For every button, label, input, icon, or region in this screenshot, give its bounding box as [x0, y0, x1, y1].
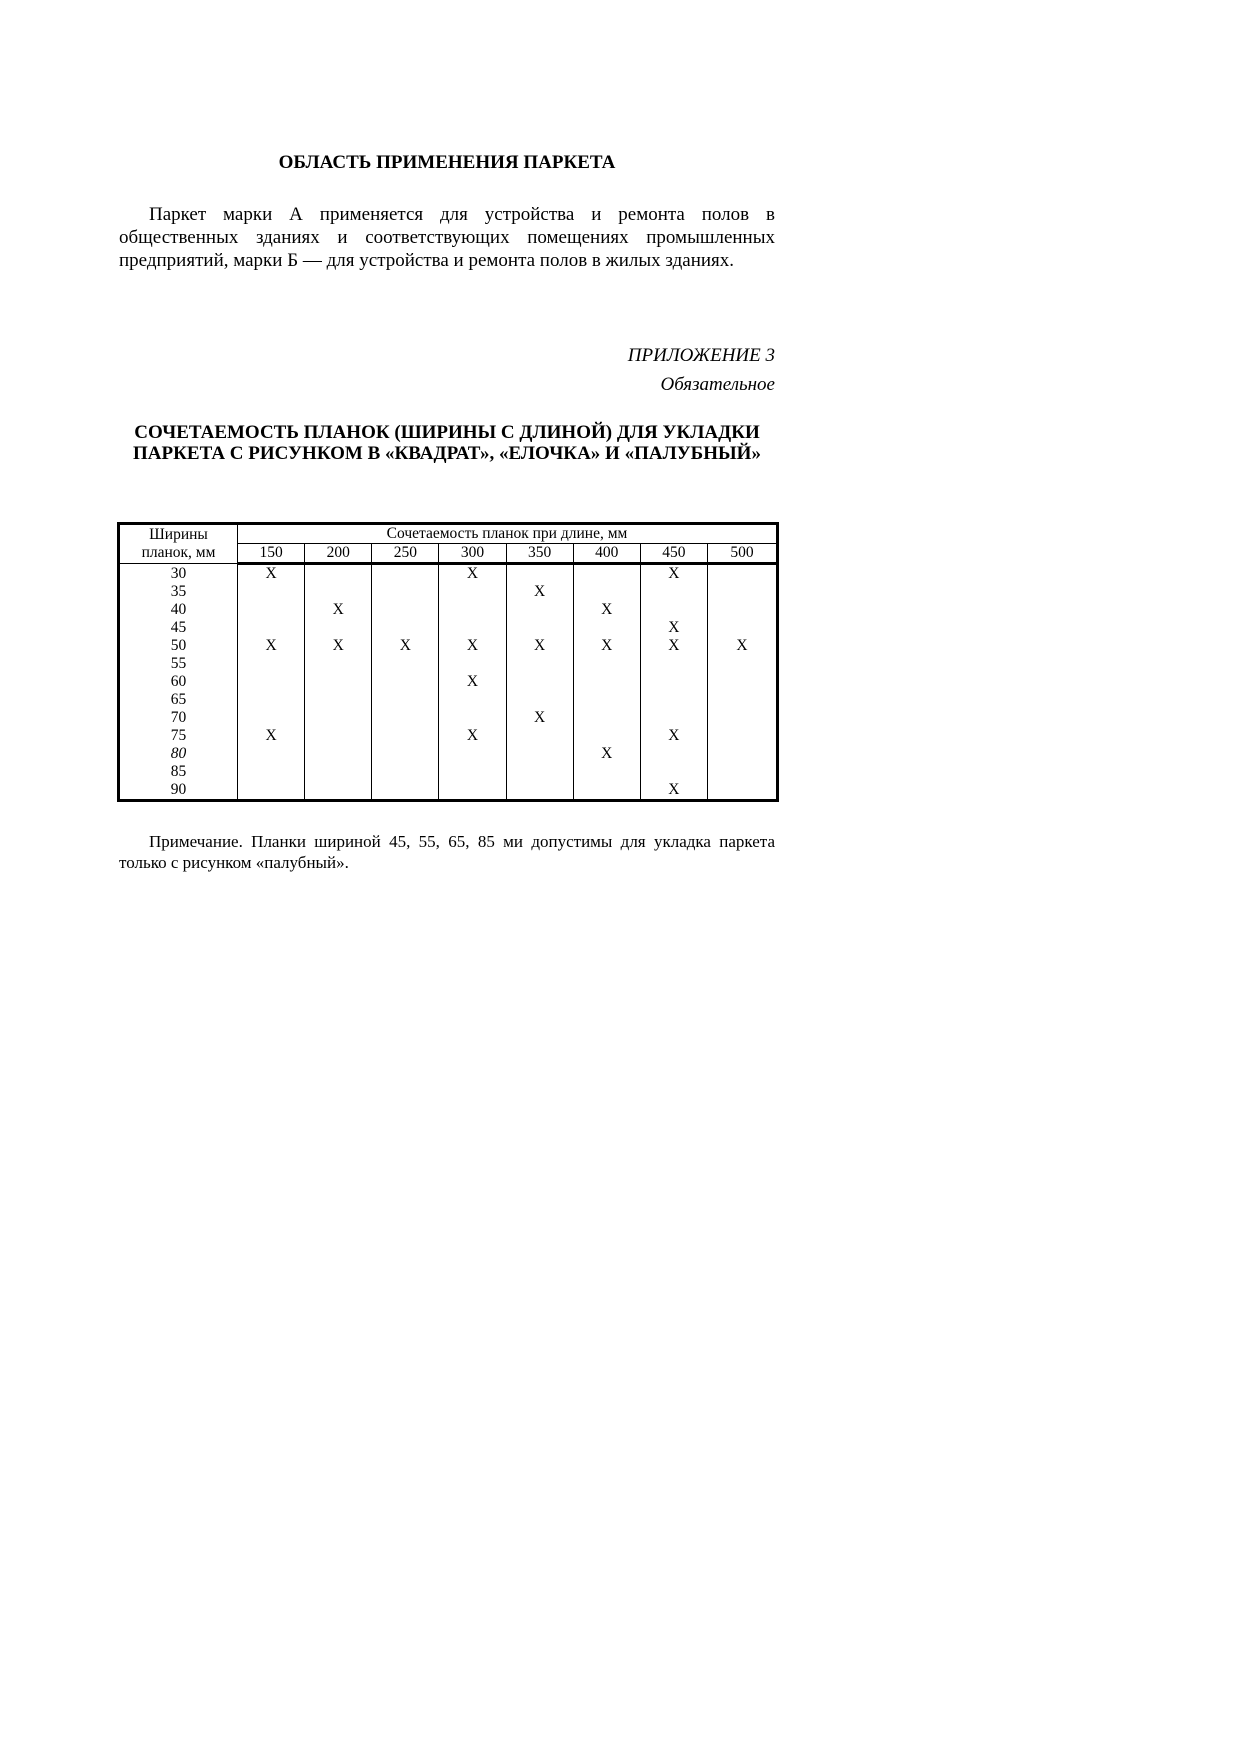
compat-cell — [305, 583, 372, 601]
compat-cell — [372, 727, 439, 745]
compat-cell — [707, 763, 777, 781]
compat-cell: X — [439, 727, 506, 745]
compat-cell — [707, 691, 777, 709]
compat-cell — [439, 709, 506, 727]
compat-cell — [640, 655, 707, 673]
compat-cell — [372, 691, 439, 709]
compat-cell — [573, 763, 640, 781]
compat-cell: X — [573, 745, 640, 763]
length-header: 300 — [439, 544, 506, 564]
compat-cell — [640, 709, 707, 727]
compat-cell: X — [640, 727, 707, 745]
compat-cell — [439, 601, 506, 619]
body-paragraph: Паркет марки А применяется для устройства и ремонта полов в общественных зданиях и соответствующих помещениях промышленных предприятий, марки Б — для устройства и ремонта полов в жилых зданиях. — [119, 204, 775, 271]
compat-cell: X — [640, 564, 707, 584]
compat-cell — [305, 763, 372, 781]
width-cell: 55 — [119, 655, 238, 673]
compat-cell — [439, 763, 506, 781]
compat-cell: X — [573, 637, 640, 655]
compat-cell — [238, 709, 305, 727]
compat-cell — [573, 781, 640, 801]
compat-cell — [573, 709, 640, 727]
width-cell: 35 — [119, 583, 238, 601]
compat-cell — [372, 619, 439, 637]
table-row — [119, 763, 778, 781]
compat-cell — [506, 655, 573, 673]
table-row — [119, 619, 778, 637]
compat-cell — [305, 709, 372, 727]
length-header: 150 — [238, 544, 305, 564]
compat-cell — [439, 781, 506, 801]
compat-cell — [305, 564, 372, 584]
length-header: 350 — [506, 544, 573, 564]
table-row — [119, 601, 778, 619]
compat-cell: X — [707, 637, 777, 655]
compat-cell: X — [506, 637, 573, 655]
compat-cell — [305, 655, 372, 673]
compat-cell — [707, 745, 777, 763]
compat-cell — [372, 673, 439, 691]
section-title: ОБЛАСТЬ ПРИМЕНЕНИЯ ПАРКЕТА — [278, 152, 616, 173]
compat-cell — [372, 709, 439, 727]
note: Примечание. Планки шириной 45, 55, 65, 85 ми допустимы для укладка паркета только с рисунком «палубный». — [119, 832, 775, 872]
width-cell: 70 — [119, 709, 238, 727]
compat-cell — [573, 564, 640, 584]
compat-cell — [506, 781, 573, 801]
compat-cell — [506, 601, 573, 619]
compat-cell — [707, 709, 777, 727]
width-cell: 65 — [119, 691, 238, 709]
compat-cell — [707, 619, 777, 637]
compat-cell — [506, 727, 573, 745]
compat-cell — [707, 601, 777, 619]
table-row — [119, 781, 778, 801]
compat-cell: X — [305, 601, 372, 619]
compat-cell: X — [238, 564, 305, 584]
compat-cell — [640, 763, 707, 781]
compat-cell — [238, 691, 305, 709]
table-title: СОЧЕТАЕМОСТЬ ПЛАНОК (ШИРИНЫ С ДЛИНОЙ) ДЛЯ УКЛАДКИ ПАРКЕТА С РИСУНКОМ В «КВАДРАТ», «ЕЛОЧКА» И «ПАЛУБНЫЙ» — [133, 422, 761, 464]
table-row — [119, 583, 778, 601]
compat-cell — [573, 619, 640, 637]
compat-cell — [573, 673, 640, 691]
compat-cell: X — [439, 673, 506, 691]
compat-cell — [372, 564, 439, 584]
compat-cell — [372, 745, 439, 763]
compat-cell: X — [640, 637, 707, 655]
compat-cell — [573, 655, 640, 673]
compat-cell — [640, 601, 707, 619]
compat-cell — [707, 583, 777, 601]
compat-cell: X — [640, 619, 707, 637]
compat-cell — [573, 727, 640, 745]
table-row — [119, 673, 778, 691]
compat-cell: X — [238, 727, 305, 745]
obligatory-label: Обязательное — [660, 374, 775, 395]
compat-cell — [305, 691, 372, 709]
compat-cell — [506, 691, 573, 709]
compat-cell — [305, 727, 372, 745]
compat-cell: X — [439, 637, 506, 655]
length-header: 400 — [573, 544, 640, 564]
compatibility-table — [117, 522, 779, 802]
length-header: 200 — [305, 544, 372, 564]
width-cell: 45 — [119, 619, 238, 637]
width-cell: 90 — [119, 781, 238, 801]
width-cell: 85 — [119, 763, 238, 781]
compat-cell — [238, 583, 305, 601]
width-cell: 60 — [119, 673, 238, 691]
compat-cell — [372, 763, 439, 781]
compat-cell: X — [506, 583, 573, 601]
compat-cell — [506, 745, 573, 763]
compat-cell — [707, 655, 777, 673]
table-row — [119, 691, 778, 709]
compat-cell — [238, 673, 305, 691]
compat-cell — [640, 673, 707, 691]
length-header: 250 — [372, 544, 439, 564]
compat-cell: X — [640, 781, 707, 801]
compat-cell — [573, 583, 640, 601]
length-header: 450 — [640, 544, 707, 564]
table-row — [119, 655, 778, 673]
compat-cell — [707, 564, 777, 584]
compat-cell — [640, 691, 707, 709]
table-row — [119, 564, 778, 584]
compat-cell: X — [439, 564, 506, 584]
compat-cell — [439, 691, 506, 709]
compat-cell — [439, 619, 506, 637]
compat-cell — [238, 601, 305, 619]
appendix-label: ПРИЛОЖЕНИЕ 3 — [627, 345, 775, 366]
width-cell: 50 — [119, 637, 238, 655]
compat-cell — [506, 619, 573, 637]
compat-cell — [305, 673, 372, 691]
table-row — [119, 709, 778, 727]
compat-cell — [439, 583, 506, 601]
width-cell: 75 — [119, 727, 238, 745]
compat-cell: X — [573, 601, 640, 619]
width-cell: 80 — [119, 745, 238, 763]
compat-cell — [506, 673, 573, 691]
compat-cell — [238, 763, 305, 781]
compat-cell — [439, 745, 506, 763]
compat-cell — [640, 583, 707, 601]
length-header: 500 — [707, 544, 777, 564]
width-header: Ширины планок, мм — [119, 524, 238, 564]
compat-cell — [707, 673, 777, 691]
compat-cell — [707, 727, 777, 745]
width-cell: 40 — [119, 601, 238, 619]
compat-cell — [238, 745, 305, 763]
table-row — [119, 745, 778, 763]
table-row — [119, 637, 778, 655]
compat-cell — [640, 745, 707, 763]
compat-cell — [305, 619, 372, 637]
compat-cell — [707, 781, 777, 801]
compat-cell — [238, 655, 305, 673]
compat-cell: X — [305, 637, 372, 655]
compat-cell — [238, 619, 305, 637]
compat-cell — [573, 691, 640, 709]
compat-cell — [506, 763, 573, 781]
compat-cell — [372, 781, 439, 801]
width-cell: 30 — [119, 564, 238, 584]
compat-cell — [238, 781, 305, 801]
compat-cell — [372, 601, 439, 619]
length-group-header: Сочетаемость планок при длине, мм — [238, 524, 778, 544]
compat-cell — [372, 655, 439, 673]
compat-cell: X — [372, 637, 439, 655]
compat-cell — [506, 564, 573, 584]
compat-cell: X — [238, 637, 305, 655]
compat-cell: X — [506, 709, 573, 727]
compat-cell — [305, 745, 372, 763]
compat-cell — [439, 655, 506, 673]
compat-cell — [305, 781, 372, 801]
table-row — [119, 727, 778, 745]
compat-cell — [372, 583, 439, 601]
